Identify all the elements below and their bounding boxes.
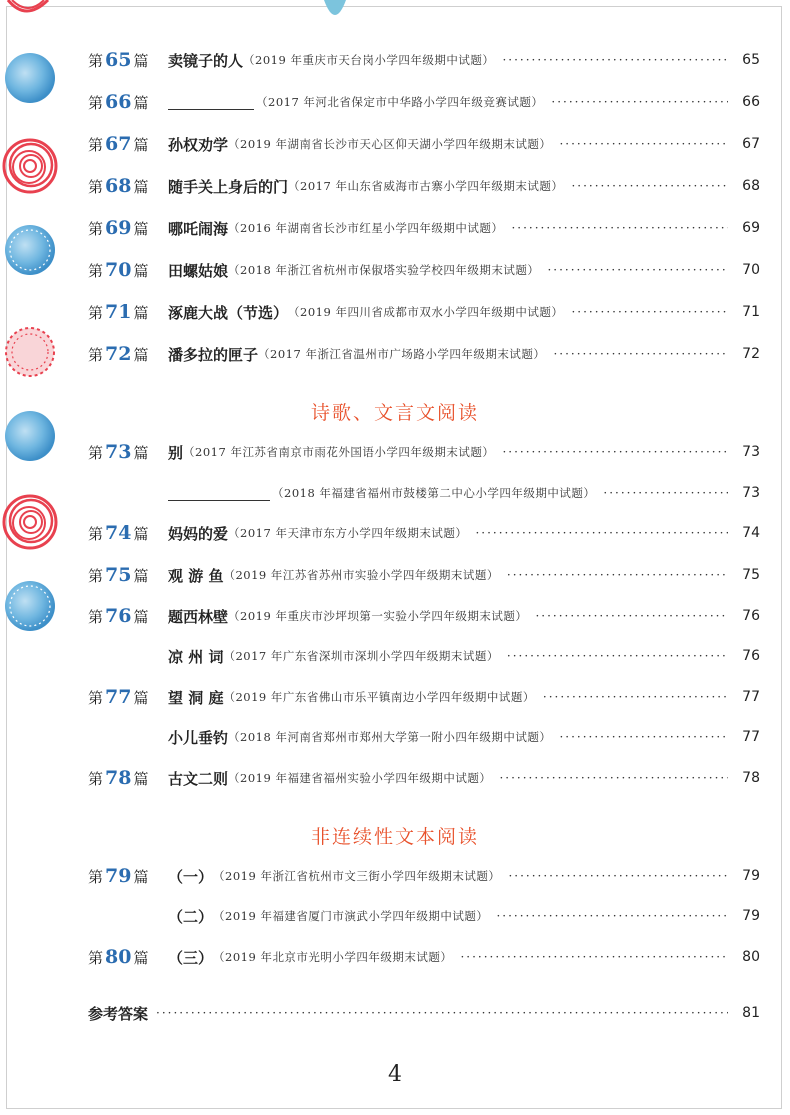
entry-number-label: 第 73 篇 (88, 441, 149, 463)
toc-entry-76b[interactable] (88, 643, 760, 669)
dot-leader (543, 690, 728, 704)
entry-page: 68 (742, 178, 760, 194)
entry-source: （2017 年浙江省温州市广场路小学四年级期末试题） (258, 347, 546, 361)
entry-number-label: 第 71 篇 (88, 301, 149, 323)
entry-page: 78 (742, 770, 760, 786)
entry-source: （2017 年天津市东方小学四年级期末试题） (228, 526, 468, 540)
entry-page: 65 (742, 52, 760, 68)
entry-source: （2019 年四川省成都市双水小学四年级期中试题） (288, 305, 564, 319)
entry-number-label: 第 69 篇 (88, 217, 149, 239)
toc-entry-76[interactable] (88, 603, 760, 629)
entry-number-label: 第 68 篇 (88, 175, 149, 197)
entry-page: 71 (742, 304, 760, 320)
toc-entry-65[interactable] (88, 47, 760, 73)
entry-title: 小儿垂钓 (168, 728, 229, 747)
toc-entry-78[interactable] (88, 765, 760, 791)
toc-entry-79[interactable] (88, 863, 760, 889)
entry-source: （2019 年福建省厦门市演武小学四年级期中试题） (213, 909, 489, 923)
entry-page: 79 (742, 868, 760, 884)
entry-title: 观 游 鱼 (168, 566, 224, 585)
entry-title: 望 洞 庭 (168, 688, 224, 707)
dot-leader (559, 137, 728, 151)
entry-number-label: 第 65 篇 (88, 49, 149, 71)
toc-entry-73[interactable] (88, 439, 760, 465)
toc-entry-67[interactable] (88, 131, 760, 157)
entry-title: 田螺姑娘 (168, 261, 229, 280)
toc-entry-77b[interactable] (88, 724, 760, 750)
entry-page: 76 (742, 648, 760, 664)
entry-page: 66 (742, 94, 760, 110)
entry-page: 73 (742, 485, 760, 501)
entry-page: 79 (742, 908, 760, 924)
toc-entry-79b[interactable] (88, 903, 760, 929)
section-heading-nonlinear: 非连续性文本阅读 (310, 826, 479, 848)
entry-number-label: 第 75 篇 (88, 564, 149, 586)
entry-source: （2017 年山东省威海市古寨小学四年级期末试题） (288, 179, 564, 193)
blue-circle-1 (5, 53, 55, 103)
dot-leader (535, 609, 728, 623)
entry-source: （2019 年江苏省苏州市实验小学四年级期末试题） (223, 568, 499, 582)
toc-entry-66[interactable] (88, 89, 760, 115)
toc-entry-70[interactable] (88, 257, 760, 283)
entry-page: 81 (742, 1005, 760, 1021)
entry-number-label: 第 76 篇 (88, 605, 149, 627)
entry-page: 74 (742, 525, 760, 541)
entry-source: （2019 年重庆市天台岗小学四年级期中试题） (243, 53, 495, 67)
entry-page: 75 (742, 567, 760, 583)
entry-source: （2017 年江苏省南京市雨花外国语小学四年级期末试题） (183, 445, 495, 459)
dot-leader (499, 771, 728, 785)
entry-title: （一） (168, 867, 214, 886)
entry-source: （2018 年浙江省杭州市保俶塔实验学校四年级期末试题） (228, 263, 540, 277)
entry-title: （二） (168, 907, 214, 926)
entry-title: 随手关上身后的门 (168, 177, 289, 196)
page-number: 4 (388, 1062, 402, 1087)
toc-entry-71[interactable] (88, 299, 760, 325)
dot-leader (507, 649, 728, 663)
answers-title: 参考答案 (88, 1004, 149, 1023)
entry-number-label: 第 70 篇 (88, 259, 149, 281)
dot-leader (603, 486, 728, 500)
entry-source: （2019 年北京市光明小学四年级期末试题） (213, 950, 453, 964)
entry-source: （2019 年福建省福州实验小学四年级期中试题） (228, 771, 492, 785)
blue-circle-2 (5, 225, 55, 275)
entry-number-label: 第 78 篇 (88, 767, 149, 789)
entry-source: （2016 年湖南省长沙市红星小学四年级期中试题） (228, 221, 504, 235)
entry-page: 72 (742, 346, 760, 362)
entry-page: 69 (742, 220, 760, 236)
red-circle-1 (4, 140, 56, 192)
dot-leader (571, 305, 728, 319)
entry-title: 妈妈的爱 (168, 524, 229, 543)
entry-title: 涿鹿大战（节选） (168, 303, 289, 322)
dot-leader (559, 730, 728, 744)
entry-title: 古文二则 (168, 769, 229, 788)
entry-number-label: 第 74 篇 (88, 522, 149, 544)
entry-number-label: 第 77 篇 (88, 686, 149, 708)
dot-leader (511, 221, 728, 235)
title-blank-line (168, 95, 254, 110)
red-circle-3 (4, 496, 56, 548)
dot-leader (502, 445, 728, 459)
dot-leader (475, 526, 728, 540)
entry-page: 77 (742, 689, 760, 705)
entry-source: （2019 年重庆市沙坪坝第一实验小学四年级期末试题） (228, 609, 528, 623)
section-heading-poetry: 诗歌、文言文阅读 (310, 402, 479, 424)
entry-page: 73 (742, 444, 760, 460)
dot-leader (156, 1006, 728, 1020)
entry-source: （2017 年河北省保定市中华路小学四年级竞赛试题） (256, 95, 544, 109)
entry-source: （2019 年浙江省杭州市文三街小学四年级期末试题） (213, 869, 501, 883)
toc-entry-77[interactable] (88, 684, 760, 710)
entry-number-label: 第 66 篇 (88, 91, 149, 113)
toc-entry-69[interactable] (88, 215, 760, 241)
dot-leader (571, 179, 728, 193)
toc-entry-74[interactable] (88, 520, 760, 546)
dot-leader (502, 53, 728, 67)
toc-entry-72[interactable] (88, 341, 760, 367)
toc-entry-answers[interactable] (88, 1000, 760, 1026)
dot-leader (547, 263, 728, 277)
red-circle-top (8, 0, 48, 11)
entry-title: （三） (168, 948, 214, 967)
toc-entry-68[interactable] (88, 173, 760, 199)
red-circle-2 (6, 328, 54, 376)
entry-title: 题西林壁 (168, 607, 229, 626)
entry-source: （2017 年广东省深圳市深圳小学四年级期末试题） (223, 649, 499, 663)
decorative-circles (0, 0, 80, 640)
entry-page: 76 (742, 608, 760, 624)
entry-number-label: 第 67 篇 (88, 133, 149, 155)
toc-entry-80[interactable] (88, 944, 760, 970)
toc-entry-73b[interactable] (88, 480, 760, 506)
entry-title: 别 (168, 443, 184, 462)
entry-title: 哪吒闹海 (168, 219, 229, 238)
dot-leader (460, 950, 728, 964)
entry-number-label: 第 79 篇 (88, 865, 149, 887)
toc-entry-75[interactable] (88, 562, 760, 588)
dot-leader (496, 909, 728, 923)
dot-leader (507, 568, 728, 582)
dot-leader (551, 95, 728, 109)
entry-source: （2019 年湖南省长沙市天心区仰天湖小学四年级期末试题） (228, 137, 552, 151)
blue-circle-4 (5, 581, 55, 631)
entry-number-label: 第 80 篇 (88, 946, 149, 968)
entry-source: （2018 年河南省郑州市郑州大学第一附小四年级期中试题） (228, 730, 552, 744)
entry-title: 孙权劝学 (168, 135, 229, 154)
entry-title: 凉 州 词 (168, 647, 224, 666)
entry-source: （2018 年福建省福州市鼓楼第二中心小学四年级期中试题） (272, 486, 596, 500)
entry-page: 67 (742, 136, 760, 152)
entry-page: 70 (742, 262, 760, 278)
entry-page: 80 (742, 949, 760, 965)
entry-title: 卖镜子的人 (168, 51, 244, 70)
dot-leader (508, 869, 728, 883)
dot-leader (553, 347, 728, 361)
title-blank-line (168, 486, 270, 501)
entry-page: 77 (742, 729, 760, 745)
blue-drop-top (320, 0, 350, 22)
entry-source: （2019 年广东省佛山市乐平镇南边小学四年级期中试题） (223, 690, 535, 704)
entry-title: 潘多拉的匣子 (168, 345, 259, 364)
entry-number-label: 第 72 篇 (88, 343, 149, 365)
